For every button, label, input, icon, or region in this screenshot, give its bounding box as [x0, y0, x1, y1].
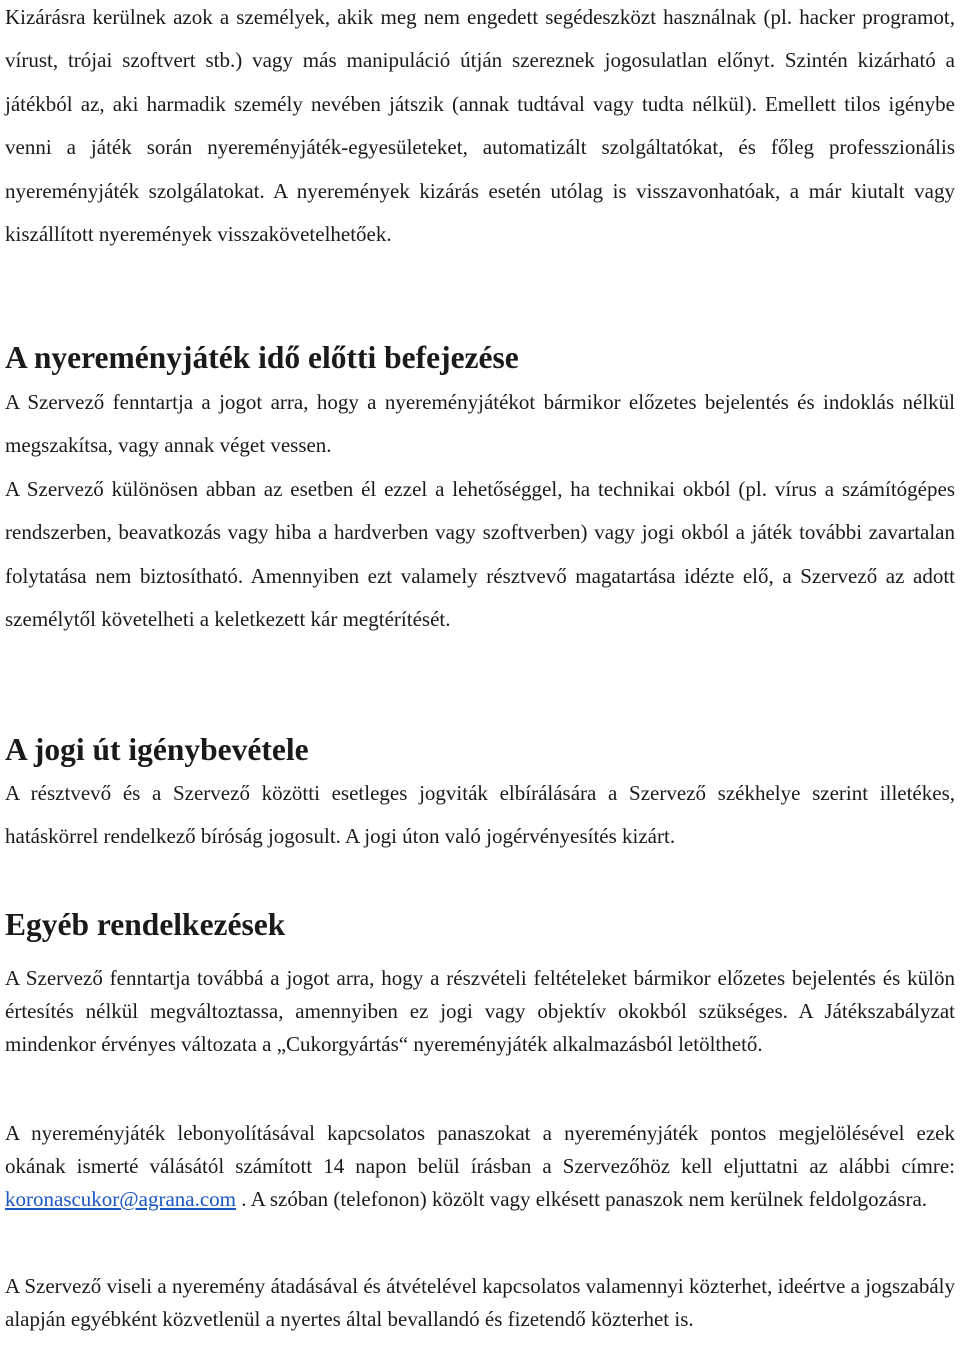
paragraph-complaints — [5, 1117, 955, 1216]
complaints-text-after: . A szóban (telefonon) közölt vagy elkésett panaszok nem kerülnek feldolgozásra. — [236, 1187, 928, 1211]
heading-legal-recourse: A jogi út igénybevétele — [5, 732, 309, 767]
complaints-text-before: A nyereményjáték lebonyolításával kapcsolatos panaszokat a nyereményjáték pontos megjelölésével ezek okának ismerté válásától számított 14 napon belül írásban a Szervezőhöz kell eljuttatni az alábbi címre: — [5, 1121, 955, 1178]
paragraph-legal-recourse: A résztvevő és a Szervező közötti esetleges jogviták elbírálására a Szervező székhelye szerint illetékes, hatáskörrel rendelkező bíróság jogosult. A jogi úton való jogérvényesítés kizárt. — [5, 781, 955, 849]
paragraph-exclusion: Kizárásra kerülnek azok a személyek, akik meg nem engedett segédeszközt használnak (pl. hacker programot, vírust, trójai szoftvert stb.) vagy más manipuláció útján szereznek jogosulatlan előnyt. Szintén kizárható a játékból az, aki harmadik személy nevében játszik (annak tudtával vagy tudta nélkül). Emellett tilos igénybe venni a játék során nyereményjáték-egyesületeket, automatizált szolgáltatókat, és főleg professzionális nyereményjáték szolgálatokat. A nyeremények kizárás esetén utólag is visszavonhatóak, a már kiutalt vagy kiszállított nyeremények visszakövetelhetőek. — [5, 5, 955, 247]
email-link[interactable]: koronascukor@agrana.com — [5, 1187, 236, 1211]
paragraph-public-charges: A Szervező viseli a nyeremény átadásával és átvételével kapcsolatos valamennyi közterhet, ideértve a jogszabály alapján egyébként közvetlenül a nyertes által bevallandó és fizetendő közterhet is. — [5, 1274, 955, 1331]
paragraph-rules-change: A Szervező fenntartja továbbá a jogot arra, hogy a részvételi feltételeket bármikor előzetes bejelentés és külön értesítés nélkül megváltoztassa, amennyiben ez jogi vagy objektív okokból szükséges. A Játékszabályzat mindenkor érvényes változata a „Cukorgyártás“ nyereményjáték alkalmazásból letölthető. — [5, 966, 955, 1056]
heading-other-provisions: Egyéb rendelkezések — [5, 907, 286, 942]
heading-early-termination: A nyereményjáték idő előtti befejezése — [5, 340, 519, 375]
paragraph-termination-reasons: A Szervező különösen abban az esetben él ezzel a lehetőséggel, ha technikai okból (pl. vírus a számítógépes rendszerben, beavatkozás vagy hiba a hardverben vagy szoftverben) vagy jogi okból a játék további zavartalan folytatása nem biztosítható. Amennyiben ezt valamely résztvevő magatartása idézte elő, a Szervező az adott személytől követelheti a keletkezett kár megtérítését. — [5, 477, 955, 631]
paragraph-termination-right: A Szervező fenntartja a jogot arra, hogy a nyereményjátékot bármikor előzetes bejelentés és indoklás nélkül megszakítsa, vagy annak véget vessen. — [5, 390, 955, 458]
